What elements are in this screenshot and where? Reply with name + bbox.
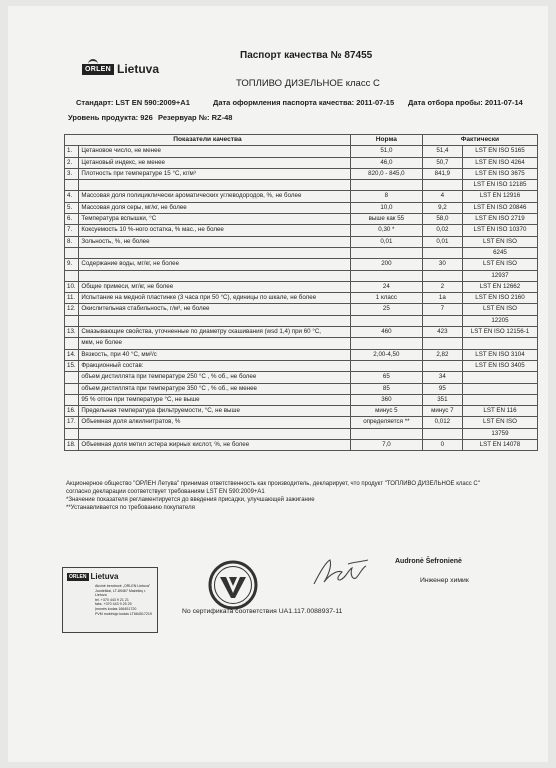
row-number bbox=[65, 383, 79, 394]
row-norm: 25 bbox=[350, 304, 422, 315]
row-actual: 0,012 bbox=[422, 417, 462, 428]
row-number: 5. bbox=[65, 202, 79, 213]
row-actual: 351 bbox=[422, 394, 462, 405]
table-row bbox=[65, 293, 538, 304]
row-indicator: Объемная доля метил эстера жирных кислот, %, не более bbox=[79, 440, 351, 451]
row-actual: 30 bbox=[422, 259, 462, 270]
table-row bbox=[65, 440, 538, 451]
row-actual: 0,02 bbox=[422, 225, 462, 236]
row-actual: 34 bbox=[422, 372, 462, 383]
row-number: 16. bbox=[65, 406, 79, 417]
table-row bbox=[65, 225, 538, 236]
table-row bbox=[65, 428, 538, 439]
row-norm: 2,00-4,50 bbox=[350, 349, 422, 360]
row-number: 4. bbox=[65, 191, 79, 202]
row-actual: минус 7 bbox=[422, 406, 462, 417]
row-number bbox=[65, 372, 79, 383]
table-row bbox=[65, 372, 538, 383]
footnote-2: **Устанавливается по требованию покупателя bbox=[66, 505, 195, 511]
row-number bbox=[65, 394, 79, 405]
certification-mark-icon bbox=[200, 560, 266, 615]
row-method bbox=[462, 372, 537, 383]
row-norm: 1 класс bbox=[350, 293, 422, 304]
row-norm: выше как 55 bbox=[350, 214, 422, 225]
row-method bbox=[462, 383, 537, 394]
header-actual: Фактически bbox=[422, 135, 537, 146]
row-method: LST EN ISO 3104 bbox=[462, 349, 537, 360]
row-indicator: Общие примеси, мг/кг, не более bbox=[79, 281, 351, 292]
row-number bbox=[65, 315, 79, 326]
row-indicator: Зольность, %, не более bbox=[79, 236, 351, 247]
table-row bbox=[65, 304, 538, 315]
row-actual bbox=[422, 180, 462, 191]
table-row bbox=[65, 338, 538, 349]
stamp-line: Juodeikiai, LT-89467 Mažeikių r. bbox=[95, 588, 147, 593]
row-method: LST EN 12916 bbox=[462, 191, 537, 202]
row-indicator: Температура вспышки, °С bbox=[79, 214, 351, 225]
row-norm: 360 bbox=[350, 394, 422, 405]
row-actual: 2 bbox=[422, 281, 462, 292]
row-indicator: Плотность при температуре 15 °С, кг/м³ bbox=[79, 168, 351, 179]
row-number: 11. bbox=[65, 293, 79, 304]
row-norm bbox=[350, 247, 422, 258]
row-norm: определяется ** bbox=[350, 417, 422, 428]
row-indicator bbox=[79, 315, 351, 326]
row-method: 6245 bbox=[462, 247, 537, 258]
stamp-line: Akcinė bendrovė „ORLEN Lietuva" bbox=[95, 584, 151, 588]
sample-date: Дата отбора пробы: 2011-07-14 bbox=[408, 98, 523, 107]
row-norm: 200 bbox=[350, 259, 422, 270]
row-number: 7. bbox=[65, 225, 79, 236]
row-indicator bbox=[79, 270, 351, 281]
table-row bbox=[65, 214, 538, 225]
row-norm bbox=[350, 270, 422, 281]
row-number: 9. bbox=[65, 259, 79, 270]
row-indicator: Коксуемость 10 %-ного остатка, % мас., не более bbox=[79, 225, 351, 236]
row-method: LST EN ISO bbox=[462, 304, 537, 315]
row-actual: 51,4 bbox=[422, 146, 462, 157]
row-indicator: Цетановое число, не менее bbox=[79, 146, 351, 157]
row-method: LST EN ISO 10370 bbox=[462, 225, 537, 236]
row-indicator: Фракционный состав: bbox=[79, 360, 351, 371]
row-method: LST EN ISO 2719 bbox=[462, 214, 537, 225]
row-indicator: мкм, не более bbox=[79, 338, 351, 349]
issue-date: Дата оформления паспорта качества: 2011-07-15 bbox=[213, 98, 395, 107]
row-number bbox=[65, 180, 79, 191]
stamp-line: faks. +370 443 9 25 25 bbox=[95, 602, 132, 607]
table-row bbox=[65, 157, 538, 168]
table-row bbox=[65, 383, 538, 394]
reservoir-number: Резервуар №: RZ-48 bbox=[158, 113, 233, 122]
row-number: 2. bbox=[65, 157, 79, 168]
row-method: 13759 bbox=[462, 428, 537, 439]
row-indicator: Массовая доля серы, мг/кг, не более bbox=[79, 202, 351, 213]
row-actual bbox=[422, 315, 462, 326]
logo-text: Lietuva bbox=[117, 62, 160, 76]
row-method: LST EN ISO 4264 bbox=[462, 157, 537, 168]
row-method: LST EN ISO 3675 bbox=[462, 168, 537, 179]
handwritten-signature bbox=[308, 556, 378, 590]
row-actual: 423 bbox=[422, 327, 462, 338]
row-method: LST EN 12662 bbox=[462, 281, 537, 292]
row-number: 15. bbox=[65, 360, 79, 371]
row-number: 8. bbox=[65, 236, 79, 247]
row-actual: 95 bbox=[422, 383, 462, 394]
row-indicator: объем дистиллята при температуре 350 °С , % об., не менее bbox=[79, 383, 351, 394]
row-actual bbox=[422, 360, 462, 371]
row-norm bbox=[350, 360, 422, 371]
header-norm: Норма bbox=[350, 135, 422, 146]
row-number bbox=[65, 338, 79, 349]
row-actual bbox=[422, 428, 462, 439]
row-number: 12. bbox=[65, 304, 79, 315]
row-norm: 46,0 bbox=[350, 157, 422, 168]
row-actual: 58,0 bbox=[422, 214, 462, 225]
stamp-logo bbox=[67, 572, 119, 581]
row-norm: 51,0 bbox=[350, 146, 422, 157]
row-actual bbox=[422, 247, 462, 258]
table-row bbox=[65, 168, 538, 179]
row-indicator: Содержание воды, мг/кг, не более bbox=[79, 259, 351, 270]
row-actual bbox=[422, 270, 462, 281]
standard-label: Стандарт: LST EN 590:2009+A1 bbox=[76, 98, 190, 107]
table-row bbox=[65, 202, 538, 213]
company-stamp bbox=[62, 567, 158, 633]
row-norm bbox=[350, 338, 422, 349]
row-method: LST EN 116 bbox=[462, 406, 537, 417]
table-row bbox=[65, 360, 538, 371]
row-method: LST EN ISO 2160 bbox=[462, 293, 537, 304]
logo-box: ORLEN bbox=[82, 64, 114, 75]
row-method bbox=[462, 338, 537, 349]
row-actual: 0,01 bbox=[422, 236, 462, 247]
row-indicator bbox=[79, 428, 351, 439]
row-norm bbox=[350, 315, 422, 326]
certificate-number: No сертификата соответствия UA1.117.0088937-11 bbox=[182, 608, 343, 615]
stamp-line: Lietuva bbox=[95, 593, 107, 598]
table-row bbox=[65, 327, 538, 338]
row-number: 14. bbox=[65, 349, 79, 360]
table-row bbox=[65, 270, 538, 281]
table-row bbox=[65, 259, 538, 270]
row-actual: 2,82 bbox=[422, 349, 462, 360]
row-method: LST EN ISO 12185 bbox=[462, 180, 537, 191]
row-norm: 24 bbox=[350, 281, 422, 292]
signer-name: Audronė Šefronienė bbox=[395, 558, 462, 565]
stamp-address bbox=[95, 584, 152, 616]
table-row bbox=[65, 146, 538, 157]
row-norm: 0,30 * bbox=[350, 225, 422, 236]
table-row bbox=[65, 417, 538, 428]
stamp-line: tel. +370 443 9 21 21 bbox=[95, 597, 129, 602]
document-title: Паспорт качества № 87455 bbox=[240, 50, 373, 61]
row-indicator: Массовая доля полициклически ароматических углеводородов, %, не более bbox=[79, 191, 351, 202]
header-indicators: Показатели качества bbox=[65, 135, 351, 146]
row-method: LST EN 14078 bbox=[462, 440, 537, 451]
row-actual bbox=[422, 338, 462, 349]
row-method: LST EN ISO 5165 bbox=[462, 146, 537, 157]
row-indicator: Объемная доля алкилнитратов, % bbox=[79, 417, 351, 428]
table-row bbox=[65, 191, 538, 202]
table-row bbox=[65, 394, 538, 405]
stamp-line: PVM mokėtojo kodas LT664517219 bbox=[95, 611, 152, 616]
row-method: 12205 bbox=[462, 315, 537, 326]
table-row bbox=[65, 349, 538, 360]
stamp-logo-box: ORLEN bbox=[69, 573, 87, 580]
row-actual: 7 bbox=[422, 304, 462, 315]
table-header-row bbox=[65, 135, 538, 146]
product-level: Уровень продукта: 926 bbox=[68, 113, 153, 122]
row-number: 1. bbox=[65, 146, 79, 157]
orlen-logo bbox=[82, 62, 159, 76]
row-norm: 10,0 bbox=[350, 202, 422, 213]
row-norm: 7,0 bbox=[350, 440, 422, 451]
table-row bbox=[65, 315, 538, 326]
row-number: 18. bbox=[65, 440, 79, 451]
row-indicator: Вязкость, при 40 °С, мм²/с bbox=[79, 349, 351, 360]
footnote-1: *Значение показателя регламентируется до введения присадки, улучшающей зажигание bbox=[66, 497, 315, 503]
table-body bbox=[65, 146, 538, 451]
row-method: LST EN ISO 20846 bbox=[462, 202, 537, 213]
declaration-line-2: согласно декларации соответствует требованиям LST EN 590:2009+A1 bbox=[66, 489, 265, 495]
table-row bbox=[65, 247, 538, 258]
row-actual: 1а bbox=[422, 293, 462, 304]
row-number bbox=[65, 247, 79, 258]
signer-position: Инженер химик bbox=[420, 577, 469, 584]
table-row bbox=[65, 180, 538, 191]
row-norm: 820,0 - 845,0 bbox=[350, 168, 422, 179]
row-actual: 50,7 bbox=[422, 157, 462, 168]
row-method: LST EN ISO 3405 bbox=[462, 360, 537, 371]
row-method: 12937 bbox=[462, 270, 537, 281]
row-indicator bbox=[79, 180, 351, 191]
row-norm bbox=[350, 428, 422, 439]
row-norm: 0,01 bbox=[350, 236, 422, 247]
row-method: LST EN ISO bbox=[462, 236, 537, 247]
row-indicator: Цетановый индекс, не менее bbox=[79, 157, 351, 168]
stamp-line: Įmonės kodas 166451720 bbox=[95, 606, 137, 611]
product-title: ТОПЛИВО ДИЗЕЛЬНОЕ класс С bbox=[236, 78, 380, 89]
row-indicator: объем дистиллята при температуре 250 °С , % об., не более bbox=[79, 372, 351, 383]
row-number: 13. bbox=[65, 327, 79, 338]
row-indicator: Предельная температура фильтруемости, °С, не выше bbox=[79, 406, 351, 417]
row-actual: 841,9 bbox=[422, 168, 462, 179]
row-number: 6. bbox=[65, 214, 79, 225]
declaration-block bbox=[66, 480, 536, 512]
row-number: 10. bbox=[65, 281, 79, 292]
row-norm: минус 5 bbox=[350, 406, 422, 417]
row-norm bbox=[350, 180, 422, 191]
row-number: 3. bbox=[65, 168, 79, 179]
stamp-logo-text: Lietuva bbox=[90, 572, 119, 581]
quality-table bbox=[64, 134, 538, 451]
table-row bbox=[65, 406, 538, 417]
row-number: 17. bbox=[65, 417, 79, 428]
row-indicator: 95 % отгон при температуре °С, не выше bbox=[79, 394, 351, 405]
row-actual: 4 bbox=[422, 191, 462, 202]
row-norm: 65 bbox=[350, 372, 422, 383]
declaration-line-1: Акционерное общество "ОРЛЕН Летува" принимая ответственность как производитель, декларирует, что продукт "ТОПЛИВО ДИЗЕЛЬНОЕ класс С" bbox=[66, 481, 480, 487]
row-norm: 85 bbox=[350, 383, 422, 394]
row-norm: 460 bbox=[350, 327, 422, 338]
row-actual: 9,2 bbox=[422, 202, 462, 213]
row-actual: 0 bbox=[422, 440, 462, 451]
table-row bbox=[65, 281, 538, 292]
row-indicator: Окислительная стабильность, г/м³, не более bbox=[79, 304, 351, 315]
row-number bbox=[65, 270, 79, 281]
row-indicator: Испытание на медной пластинке (3 часа при 50 °С), единицы по шкале, не более bbox=[79, 293, 351, 304]
row-method bbox=[462, 394, 537, 405]
row-method: LST EN ISO bbox=[462, 259, 537, 270]
row-number bbox=[65, 428, 79, 439]
row-norm: 8 bbox=[350, 191, 422, 202]
row-method: LST EN ISO bbox=[462, 417, 537, 428]
table-row bbox=[65, 236, 538, 247]
row-indicator: Смазывающие свойства, уточненные по диаметру скашивания (wsd 1,4) при 60 °С, bbox=[79, 327, 351, 338]
row-indicator bbox=[79, 247, 351, 258]
row-method: LST EN ISO 12156-1 bbox=[462, 327, 537, 338]
